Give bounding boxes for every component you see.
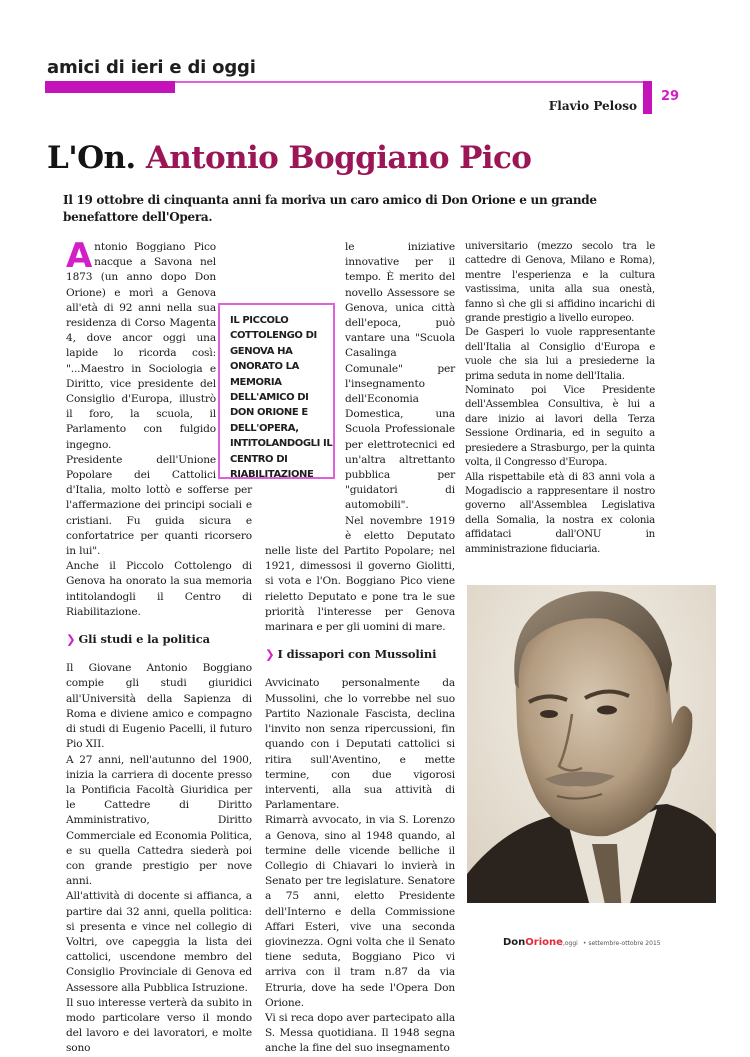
portrait-illustration [467, 585, 716, 903]
paragraph: Anche il Piccolo Cottolengo di Genova ha onorato la sua memoria intitolandogli il Centro di Riabilitazione. [66, 560, 252, 618]
subheading-mussolini [265, 647, 455, 662]
header-accent-bar [45, 81, 175, 93]
paragraph: Nominato poi Vice Presidente dell'Assemblea Consultiva, è lui a dare inizio ai lavori della Terza Sessione Ordinaria, ed in seguito a presiedere a Strasburgo, per la quinta volta, il Congresso d'Europa. [465, 385, 655, 469]
brand-orione: Orione [525, 937, 563, 948]
brand-oggi: ,oggi [562, 940, 578, 947]
title-prefix: L'On. [47, 140, 136, 176]
issue-date: • settembre-ottobre 2015 [582, 940, 661, 947]
paragraph: Vi si reca dopo aver partecipato alla S. Messa quotidiana. Il 1948 segna anche la fine del suo insegnamento [265, 1011, 455, 1055]
paragraph: Il Giovane Antonio Boggiano compie gli studi giuridici all'Università della Sapienza di Roma e diviene amico e compagno di studi di Eugenio Pacelli, il futuro Pio XII. [66, 662, 252, 751]
subheading-text: Gli studi e la politica [78, 632, 210, 647]
page-number: 29 [661, 89, 680, 104]
article-title [47, 140, 531, 176]
paragraph: All'attività di docente si affianca, a partire dai 32 anni, quella politica: si presenta e vince nel collegio di Voltri, ove capeggia la lista dei cattolici, uscendone membro del Consiglio Provinciale di Genova ed Assessore alla Pubblica Istruzione. [66, 890, 252, 994]
paragraph: Alla rispettabile età di 83 anni vola a Mogadiscio a rappresentare il nostro governo all'Assemblea Legislativa della Somalia, la nostra ex colonia affidataci dall'ONU in amministrazione fiduciaria. [465, 471, 655, 555]
paragraph: A 27 anni, nell'autunno del 1900, inizia la carriera di docente presso la Pontificia Facoltà Giuridica per le Cattedre di Diritto Amministrativo, Diritto Commerciale ed Economia Politica, e su quella Cattedra siederà poi con grande prestigio per nove anni. [66, 753, 252, 888]
paragraph: Avvicinato personalmente da Mussolini, che lo vorrebbe nel suo Partito Nazionale Fascista, declina l'invito non senza ripercussioni, fin quando con i Deputati cattolici si ritira sull'Aventino, e mette termine, con due vigorosi interventi, alla sua attività di Parlamentare. [265, 677, 455, 812]
paragraph: Presidente dell'Unione Popolare dei Cattolici d'Italia, molto lottò e sofferse per l'affermazione dei principi sociali e cristiani. Fu guida sicura e confortatrice per quanti ricorsero in lui". [66, 453, 252, 558]
title-name: Antonio Boggiano Pico [145, 140, 532, 176]
article-column-3 [465, 240, 655, 557]
drop-cap: A [66, 236, 93, 276]
portrait-photo [467, 585, 716, 903]
author-byline: Flavio Peloso [548, 99, 637, 113]
chevron-right-icon: ❯ [66, 632, 76, 647]
paragraph: Il suo interesse verterà da subito in modo particolare verso il mondo del lavoro e dei lavoratori, e molte sono [66, 996, 252, 1055]
header-vertical-bar [643, 81, 652, 114]
header-rule [175, 81, 652, 83]
paragraph: le iniziative innovative per il tempo. È merito del novello Assessore se Genova, unica città dell'epoca, può vantare una "Scuola Casalinga Comunale" per l'insegnamento dell'Economia Domestica, una Scuola Professionale per elettrotecnici ed un'altra altrettanto pubblica per "guidatori di automobili". [345, 241, 455, 512]
article-subtitle: Il 19 ottobre di cinquanta anni fa moriva un caro amico di Don Orione e un grande benefattore dell'Opera. [63, 193, 597, 224]
paragraph: Nel novembre 1919 è eletto Deputato nelle liste del Partito Popolare; nel 1921, dimessosi il governo Giolitti, si vota e l'On. Boggiano Pico viene rieletto Deputato e pone tra le sue priorità l'interesse per Genova marinara e per gli uomini di mare. [265, 514, 455, 634]
paragraph: De Gasperi lo vuole rappresentante dell'Italia al Consiglio d'Europa e vuole che sia lui a presiederne la prima seduta in nome dell'Italia. [465, 327, 655, 382]
section-label: amici di ieri e di oggi [47, 57, 256, 78]
footer-brand [503, 930, 661, 949]
paragraph: universitario (mezzo secolo tra le cattedre di Genova, Milano e Roma), mentre l'esperienza e la cultura vastissima, unita alla sua onestà, fanno sì che gli si affidino incarichi di grande prestigio a livello europeo. [465, 241, 655, 325]
pull-quote: IL PICCOLO COTTOLENGO DI GENOVA HA ONORATO LA MEMORIA DELL'AMICO DI DON ORIONE E DELL'OPERA, INTITOLANDOGLI IL CENTRO DI RIABILITAZIONE [218, 303, 335, 479]
paragraph-text: ntonio Boggiano Pico nacque a Savona nel 1873 (un anno dopo Don Orione) e morì a Genova all'età di 92 anni nella sua residenza di Corso Magenta 4, dove ancor oggi una lapide lo ricorda così: "...Maestro in Sociologia e Diritto, vice presidente del Consiglio d'Europa, illustrò il foro, la scuola, il Parlamento con fulgido ingegno. [66, 241, 216, 451]
subheading-studies [66, 632, 252, 647]
chevron-right-icon: ❯ [265, 647, 275, 662]
brand-don: Don [503, 937, 526, 948]
paragraph: Rimarrà avvocato, in via S. Lorenzo a Genova, sino al 1948 quando, al termine delle vicende belliche il Collegio di Chiavari lo invierà in Senato per tre legislature. Senatore a 75 anni, eletto Presidente dell'Interno e della Commissione Affari Esteri, vive una seconda giovinezza. Ogni volta che il Senato tiene seduta, Boggiano Pico vi arriva con il tram n.87 da via Etruria, dove ha sede l'Opera Don Orione. [265, 814, 455, 1009]
subheading-text: I dissapori con Mussolini [277, 647, 437, 662]
